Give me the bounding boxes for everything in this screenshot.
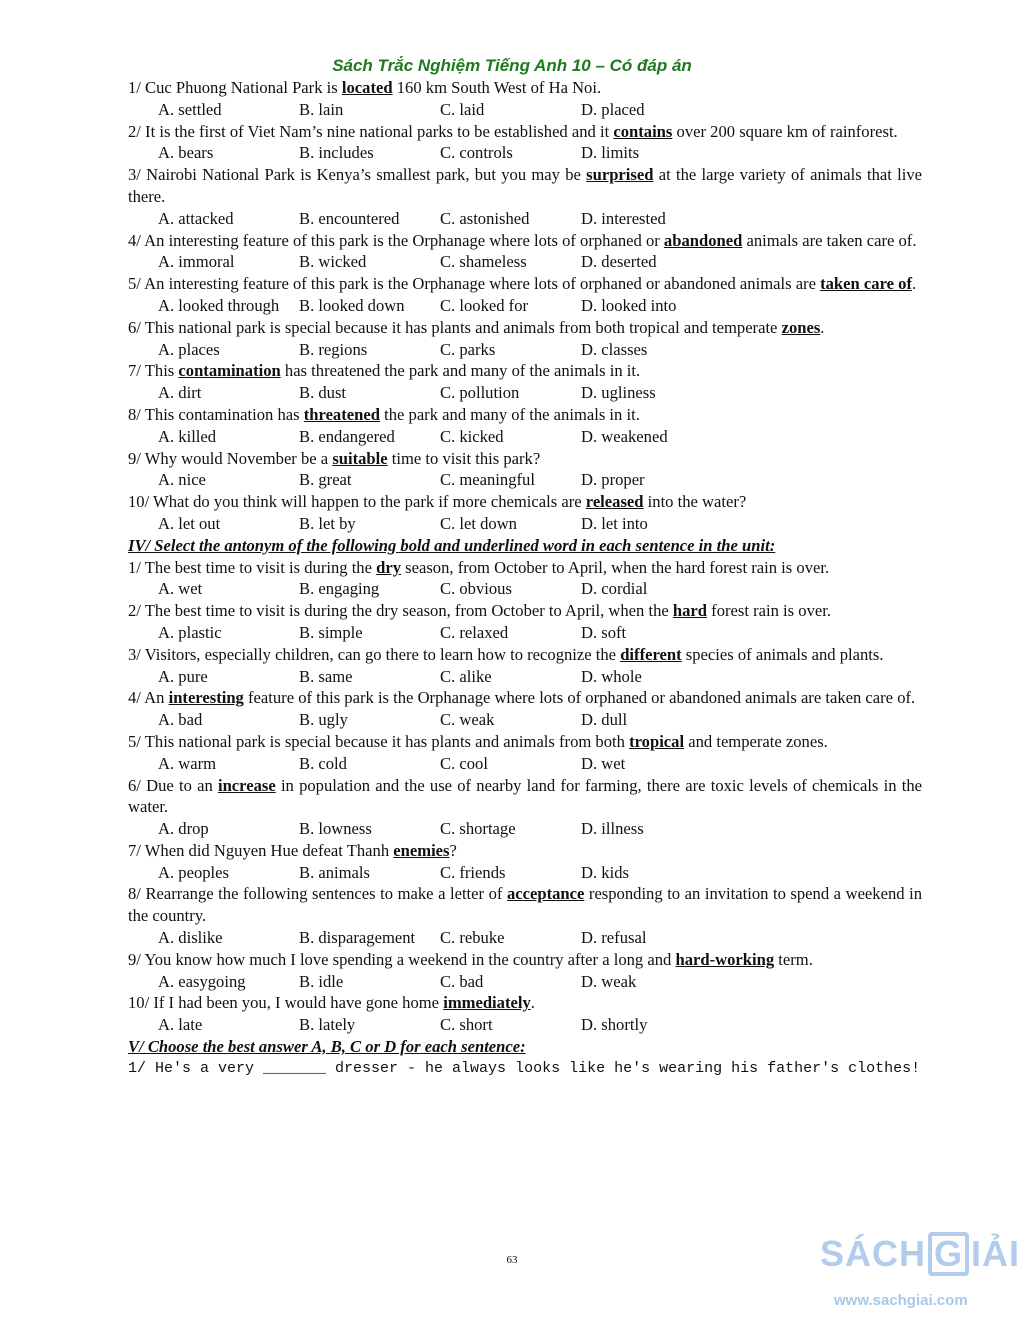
keyword: increase [217, 775, 276, 795]
answer-option: A. bad [158, 710, 203, 730]
answer-option: D. weak [581, 971, 637, 991]
answer-options [128, 862, 922, 884]
answer-option: C. rebuke [440, 928, 505, 948]
question-text: 3/ Visitors, especially children, can go there to learn how to recognize the [128, 644, 621, 664]
question-text: has threatened the park and many of the animals in it. [280, 361, 641, 381]
answer-option: D. limits [581, 143, 640, 163]
answer-option: B. lately [299, 1015, 356, 1035]
answer-option: B. animals [299, 862, 370, 882]
question [128, 404, 922, 426]
keyword: contamination [178, 361, 281, 381]
answer-option: B. lain [299, 99, 344, 119]
answer-option: A. drop [158, 819, 209, 839]
question-text: in population and the use of nearby land for farming, there are toxic levels of chemicals in the water. [128, 775, 922, 817]
answer-options [128, 971, 922, 993]
keyword: tropical [629, 731, 685, 751]
answer-option: B. lowness [299, 819, 372, 839]
answer-option: C. short [440, 1015, 493, 1035]
answer-option: C. bad [440, 971, 484, 991]
answer-option: C. shortage [440, 819, 516, 839]
answer-option: C. relaxed [440, 622, 509, 642]
answer-options [128, 208, 922, 230]
question-text: and temperate zones. [684, 731, 828, 751]
question [128, 557, 922, 579]
answer-option: A. peoples [158, 862, 229, 882]
question-text: 9/ You know how much I love spending a weekend in the country after a long and [128, 949, 676, 969]
question-text: 7/ This [128, 361, 179, 381]
answer-options [128, 426, 922, 448]
question-text: 8/ Rearrange the following sentences to make a letter of [128, 884, 507, 904]
answer-option: C. parks [440, 339, 496, 359]
question-text: 2/ The best time to visit is during the dry season, from October to April, when the [128, 601, 673, 621]
answer-options [128, 469, 922, 491]
question [128, 687, 922, 709]
question [128, 121, 922, 143]
question [128, 164, 922, 208]
keyword: surprised [586, 165, 654, 185]
answer-option: B. simple [299, 622, 363, 642]
answer-option: D. kids [581, 862, 629, 882]
question-text: 6/ Due to an [128, 775, 218, 795]
answer-option: B. engaging [299, 579, 380, 599]
answer-options [128, 622, 922, 644]
keyword: suitable [332, 448, 388, 468]
answer-options [128, 666, 922, 688]
answer-option: A. wet [158, 579, 203, 599]
answer-options [128, 578, 922, 600]
question [128, 273, 922, 295]
answer-option: D. interested [581, 208, 666, 228]
answer-option: B. disparagement [299, 928, 416, 948]
answer-option: C. shameless [440, 252, 527, 272]
answer-options [128, 99, 922, 121]
question-text: 1/ The best time to visit is during the [128, 557, 377, 577]
answer-option: C. looked for [440, 295, 529, 315]
answer-option: D. refusal [581, 928, 647, 948]
page-number: 63 [506, 1254, 518, 1266]
document-header: Sách Trắc Nghiệm Tiếng Anh 10 – Có đáp án [332, 56, 692, 75]
answer-option: A. late [158, 1015, 203, 1035]
answer-options [128, 251, 922, 273]
question [128, 77, 922, 99]
answer-option: A. dislike [158, 928, 223, 948]
answer-option: C. let down [440, 513, 517, 533]
question-text: 7/ When did Nguyen Hue defeat Thanh [128, 840, 394, 860]
answer-option: D. soft [581, 622, 627, 642]
answer-option: D. classes [581, 339, 648, 359]
answer-option: A. pure [158, 666, 208, 686]
question-text: animals are taken care of. [742, 230, 917, 250]
answer-options [128, 1014, 922, 1036]
question-text: forest rain is over. [707, 601, 831, 621]
question-text: 10/ If I had been you, I would have gone home [128, 993, 444, 1013]
watermark-logo-left: SÁCH [820, 1233, 927, 1274]
answer-option: B. ugly [299, 710, 348, 730]
watermark-url: www.sachgiai.com [834, 1292, 968, 1309]
answer-option: B. encountered [299, 208, 400, 228]
answer-option: A. immoral [158, 252, 235, 272]
answer-option: D. deserted [581, 252, 657, 272]
answer-option: D. wet [581, 753, 626, 773]
answer-option: B. wicked [299, 252, 367, 272]
question-text: 4/ An [128, 688, 169, 708]
question-text: over 200 square km of rainforest. [672, 121, 898, 141]
answer-option: A. looked through [158, 295, 280, 315]
answer-options [128, 142, 922, 164]
question-text: 8/ This contamination has [128, 404, 304, 424]
question-text: 10/ What do you think will happen to the park if more chemicals are [128, 492, 586, 512]
answer-option: D. whole [581, 666, 642, 686]
section-heading: IV/ Select the antonym of the following bold and underlined word in each sentence in the unit: [128, 535, 776, 555]
answer-options [128, 753, 922, 775]
keyword: released [585, 492, 644, 512]
answer-option: C. kicked [440, 426, 504, 446]
answer-options [128, 927, 922, 949]
answer-option: A. plastic [158, 622, 222, 642]
question-text: responding to an invitation to spend a weekend in the country. [128, 884, 922, 926]
answer-options [128, 709, 922, 731]
answer-option: D. placed [581, 99, 645, 119]
keyword: dry [376, 557, 402, 577]
answer-option: A. let out [158, 513, 221, 533]
keyword: taken care of [820, 274, 912, 294]
answer-option: D. shortly [581, 1015, 648, 1035]
watermark-logo-word [820, 1232, 1020, 1276]
keyword: contains [613, 121, 673, 141]
answer-option: A. nice [158, 470, 206, 490]
answer-option: A. settled [158, 99, 222, 119]
answer-option: A. bears [158, 143, 214, 163]
answer-option: B. let by [299, 513, 356, 533]
answer-option: B. same [299, 666, 353, 686]
answer-option: C. laid [440, 99, 485, 119]
question [128, 448, 922, 470]
question-text: ? [449, 840, 457, 860]
keyword: hard-working [675, 949, 775, 969]
answer-option: D. ugliness [581, 383, 656, 403]
answer-option: C. astonished [440, 208, 530, 228]
question: 1/ He's a very _______ dresser - he always looks like he's wearing his father's clothes! [128, 1059, 921, 1077]
keyword: threatened [303, 404, 380, 424]
watermark-logo-box: G [928, 1232, 969, 1276]
answer-option: C. controls [440, 143, 513, 163]
question [128, 360, 922, 382]
question [128, 230, 922, 252]
question-text: 3/ Nairobi National Park is Kenya’s smallest park, but you may be [128, 165, 587, 185]
answer-option: C. meaningful [440, 470, 535, 490]
question-text: season, from October to April, when the hard forest rain is over. [401, 557, 830, 577]
answer-option: D. proper [581, 470, 645, 490]
answer-option: A. warm [158, 753, 217, 773]
answer-option: D. looked into [581, 295, 677, 315]
question-text: 4/ An interesting feature of this park is the Orphanage where lots of orphaned or [128, 230, 664, 250]
answer-option: D. let into [581, 513, 648, 533]
question [128, 731, 922, 753]
question-text: species of animals and plants. [681, 644, 884, 664]
keyword: located [341, 78, 393, 97]
question [128, 491, 922, 513]
question-text: 2/ It is the first of Viet Nam’s nine national parks to be established and it [128, 121, 614, 141]
answer-option: A. attacked [158, 208, 234, 228]
document-body [128, 77, 922, 1080]
question-text: . [530, 993, 535, 1013]
answer-option: C. cool [440, 753, 488, 773]
answer-option: B. looked down [299, 295, 405, 315]
answer-option: D. illness [581, 819, 644, 839]
answer-options [128, 339, 922, 361]
answer-option: C. weak [440, 710, 495, 730]
answer-option: D. cordial [581, 579, 648, 599]
keyword: different [620, 644, 682, 664]
answer-option: C. obvious [440, 579, 512, 599]
question-text: 6/ This national park is special because it has plants and animals from both tropical and temperate [128, 317, 782, 337]
answer-option: C. pollution [440, 383, 520, 403]
answer-options [128, 295, 922, 317]
answer-option: C. alike [440, 666, 492, 686]
question-text: 9/ Why would November be a [128, 448, 333, 468]
keyword: abandoned [663, 230, 743, 250]
question-text: 5/ An interesting feature of this park is the Orphanage where lots of orphaned or abandoned animals are [128, 274, 821, 294]
keyword: zones [781, 317, 821, 337]
answer-option: B. idle [299, 971, 344, 991]
answer-option: D. weakened [581, 426, 668, 446]
question [128, 644, 922, 666]
answer-options [128, 818, 922, 840]
question-text: 160 km South West of Ha Noi. [392, 78, 602, 97]
keyword: immediately [443, 993, 531, 1013]
question [128, 992, 922, 1014]
answer-option: A. places [158, 339, 220, 359]
question-text: the park and many of the animals in it. [379, 404, 640, 424]
question [128, 883, 922, 927]
answer-option: A. easygoing [158, 971, 246, 991]
keyword: acceptance [506, 884, 585, 904]
keyword: hard [672, 601, 708, 621]
answer-option: B. regions [299, 339, 368, 359]
answer-option: B. includes [299, 143, 374, 163]
question [128, 840, 922, 862]
keyword: interesting [168, 688, 244, 708]
question-text: . [911, 274, 917, 294]
question-text: term. [774, 949, 813, 969]
keyword: enemies [393, 840, 450, 860]
answer-option: B. cold [299, 753, 347, 773]
question-text: 5/ This national park is special because it has plants and animals from both [128, 731, 630, 751]
answer-options [128, 513, 922, 535]
answer-options [128, 382, 922, 404]
question-text: time to visit this park? [387, 448, 541, 468]
answer-option: B. endangered [299, 426, 395, 446]
question [128, 317, 922, 339]
question-text: 1/ Cuc Phuong National Park is [128, 78, 342, 97]
answer-option: C. friends [440, 862, 506, 882]
watermark-logo [812, 1226, 1024, 1325]
question-text: feature of this park is the Orphanage where lots of orphaned or abandoned animals are taken care of. [243, 688, 916, 708]
section-heading: V/ Choose the best answer A, B, C or D for each sentence: [128, 1037, 526, 1057]
question [128, 949, 922, 971]
question [128, 600, 922, 622]
question-text: into the water? [643, 492, 747, 512]
answer-option: A. killed [158, 426, 217, 446]
question-text: at the large variety of animals that live there. [128, 165, 922, 206]
question-text: . [820, 317, 825, 337]
watermark-logo-right: IẢI [971, 1233, 1021, 1274]
answer-option: D. dull [581, 710, 628, 730]
question [128, 775, 922, 819]
answer-option: B. dust [299, 383, 347, 403]
answer-option: A. dirt [158, 383, 202, 403]
answer-option: B. great [299, 470, 352, 490]
